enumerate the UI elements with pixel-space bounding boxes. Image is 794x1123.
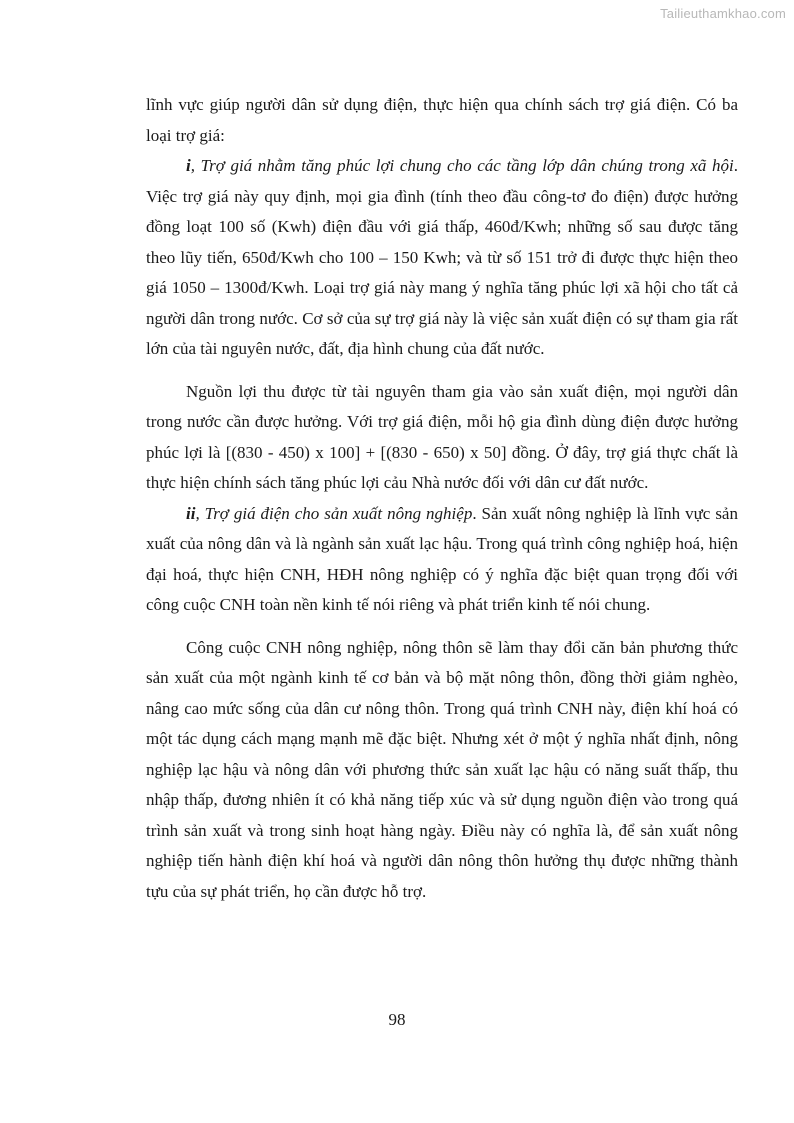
list-label: ii <box>186 503 196 523</box>
subsidy-heading: Trợ giá nhằm tăng phúc lợi chung cho các tầng lớp dân chúng trong xã hội <box>200 156 734 175</box>
paragraph-continuation: lĩnh vực giúp người dân sử dụng điện, thực hiện qua chính sách trợ giá điện. Có ba loại trợ giá: <box>146 95 738 145</box>
list-separator: , <box>195 503 205 523</box>
list-separator: , <box>190 156 201 175</box>
paragraph-industrialization: Công cuộc CNH nông nghiệp, nông thôn sẽ làm thay đổi căn bản phương thức sản xuất của một ngành kinh tế cơ bản và bộ mặt nông thôn, đồng thời giảm nghèo, nâng cao mức sống của dân cư nông thôn. Trong quá trình CNH này, điện khí hoá có một tác dụng cách mạng mạnh mẽ đặc biệt. Nhưng xét ở một ý nghĩa nhất định, nông nghiệp lạc hậu và nông dân với phương thức sản xuất lạc hậu có năng suất thấp, thu nhập thấp, đương nhiên ít có khả năng tiếp xúc và sử dụng nguồn điện vào trong quá trình sản xuất và trong sinh hoạt hàng ngày. Điều này có nghĩa là, để sản xuất nông nghiệp tiến hành điện khí hoá và người dân nông thôn hưởng thụ được những thành tựu của sự phát triển, họ cần được hỗ trợ. <box>146 637 738 901</box>
list-label: i <box>186 156 191 175</box>
page-number: 98 <box>388 1010 406 1029</box>
paragraph-subsidy-ii <box>146 499 738 621</box>
subsidy-text: . Sản xuất nông nghiệp là lĩnh vực sản xuất của nông dân và là ngành sản xuất lạc hậu. Trong quá trình công nghiệp hoá, hiện đại hoá, thực hiện CNH, HĐH nông nghiệp có ý nghĩa đặc biệt quan trọng đối với công cuộc CNH toàn nền kinh tế nói riêng và phát triển kinh tế nói chung. <box>146 503 738 614</box>
paragraph-subsidy-i <box>146 151 738 365</box>
paragraph-benefit: Nguồn lợi thu được từ tài nguyên tham gia vào sản xuất điện, mọi người dân trong nước cần được hưởng. Với trợ giá điện, mỗi hộ gia đình dùng điện được hưởng phúc lợi là [(830 - 450) x 100] + [(830 - 650) x 50] đồng. Ở đây, trợ giá thực chất là thực hiện chính sách tăng phúc lợi cảu Nhà nước đối với dân cư đất nước. <box>146 381 738 492</box>
subsidy-heading: Trợ giá điện cho sản xuất nông nghiệp <box>204 503 473 523</box>
subsidy-text: . Việc trợ giá này quy định, mọi gia đình (tính theo đầu công-tơ đo điện) được hưởng đồng loạt 100 số (Kwh) điện đầu với giá thấp, 460đ/Kwh; những số sau được tăng theo lũy tiến, 650đ/Kwh cho 100 – 150 Kwh; và từ số 151 trở đi được thực hiện theo giá 1050 – 1300đ/Kwh. Loại trợ giá này mang ý nghĩa tăng phúc lợi xã hội cho tất cả người dân trong nước. Cơ sở của sự trợ giá này là việc sản xuất điện có sự tham gia rất lớn của tài nguyên nước, đất, địa hình chung của đất nước. <box>146 156 739 358</box>
document-body <box>146 90 738 907</box>
watermark: Tailieuthamkhao.com <box>660 6 786 21</box>
